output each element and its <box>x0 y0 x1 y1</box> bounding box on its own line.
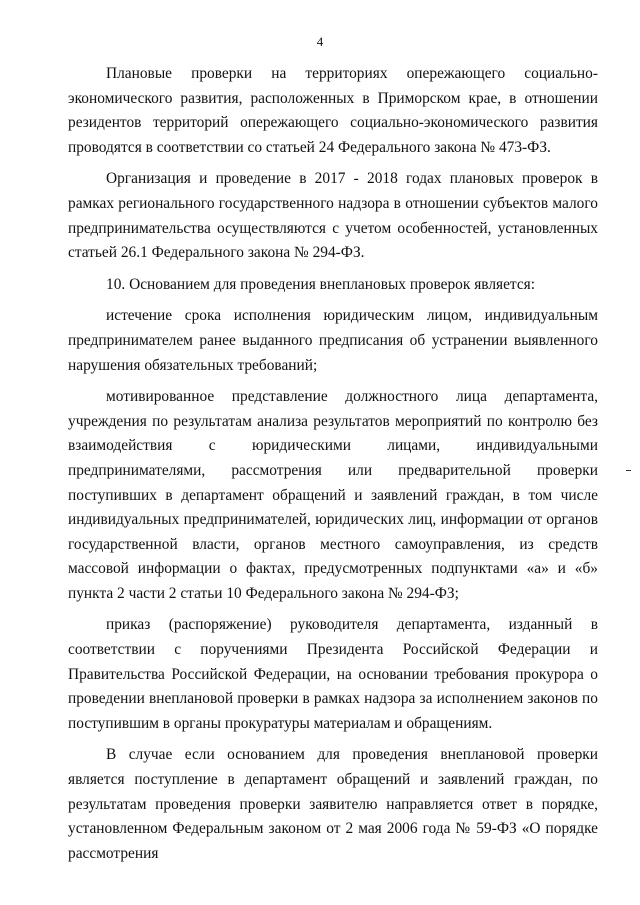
document-body <box>68 62 598 866</box>
paragraph-head-order: приказ (распоряжение) руководителя департамента, изданный в соответствии с поручениями Президента Российской Федерации и Правительства Российской Федерации, на основании требования прокурора о проведении внеплановой проверки в рамках надзора за исполнением законов по поступившим в органы прокуратуры материалам и обращениям. <box>68 616 598 732</box>
paragraph-motivated-submission: мотивированное представление должностного лица департамента, учреждения по результатам анализа результатов мероприятий по контролю без взаимодействия с юридическими лицами, индивидуальными предпринимателями, рассмотрения или предварительной проверки поступивших в департамент обращений и заявлений граждан, в том числе индивидуальных предпринимателей, юридических лиц, информации от органов государственной власти, органов местного самоуправления, из средств массовой информации о фактах, предусмотренных подпунктами «а» и «б» пункта 2 части 2 статьи 10 Федерального закона № 294-ФЗ; <box>68 388 598 602</box>
scan-edge-mark <box>626 470 631 471</box>
paragraph-clause-10-heading: 10. Основанием для проведения внеплановых проверок является: <box>106 275 536 293</box>
page-number: 4 <box>316 34 324 49</box>
paragraph-order-deadline-expiry: истечение срока исполнения юридическим лицом, индивидуальным предпринимателем ранее выданного предписания об устранении выявленного нарушения обязательных требований; <box>68 307 598 374</box>
paragraph-citizen-complaints: В случае если основанием для проведения внеплановой проверки является поступление в департамент обращений и заявлений граждан, по результатам проведения проверки заявителю направляется ответ в порядке, установленном Федеральным законом от 2 мая 2006 года № 59-ФЗ «О порядке рассмотрения <box>68 746 598 862</box>
paragraph-planned-inspections-tor: Плановые проверки на территориях опережающего социально-экономического развития, расположенных в Приморском крае, в отношении резидентов территорий опережающего социально-экономического развития проводятся в соответствии со статьей 24 Федерального закона № 473-ФЗ. <box>68 65 598 156</box>
paragraph-small-business-inspections: Организация и проведение в 2017 - 2018 годах плановых проверок в рамках регионального государственного надзора в отношении субъектов малого предпринимательства осуществляются с учетом особенностей, установленных статьей 26.1 Федерального закона № 294-ФЗ. <box>68 170 598 262</box>
